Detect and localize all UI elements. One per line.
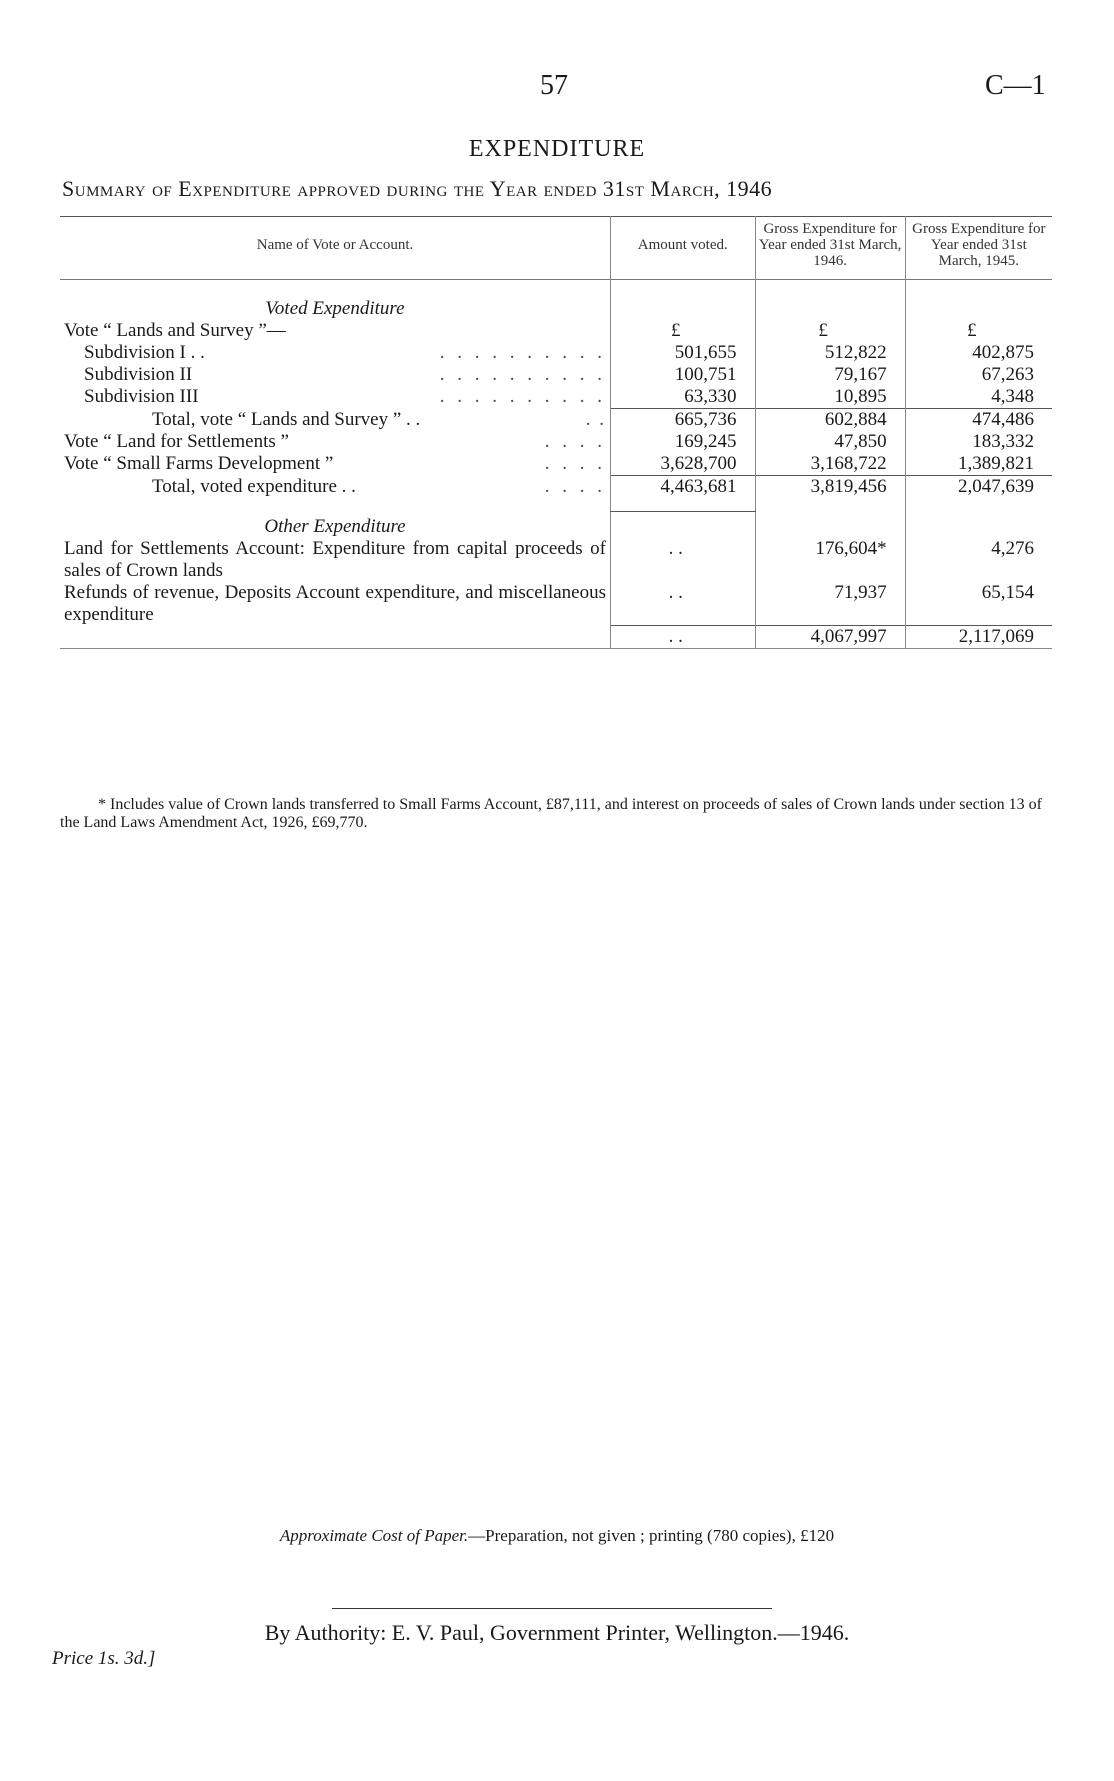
cell-gross-1945: 402,875	[905, 342, 1052, 364]
cell-gross-1945: 2,117,069	[905, 626, 1052, 649]
currency-symbol: £	[905, 320, 1052, 342]
table-row	[60, 364, 1052, 386]
row-name: Vote “ Land for Settlements ”	[64, 431, 289, 452]
row-name: Total, vote “ Lands and Survey ” . .	[152, 408, 421, 430]
price: Price 1s. 3d.]	[52, 1648, 156, 1669]
header-gross-1945: Gross Expenditure for Year ended 31st March, 1945.	[905, 217, 1052, 280]
page-title: EXPENDITURE	[468, 136, 646, 162]
authority-line: By Authority: E. V. Paul, Government Printer, Wellington.—1946.	[264, 1620, 850, 1645]
divider	[332, 1608, 772, 1609]
cost-note	[0, 1526, 1114, 1546]
cell-gross-1946: 512,822	[755, 342, 905, 364]
page-subtitle: Summary of Expenditure approved during the Year ended 31st March, 1946	[62, 176, 773, 201]
currency-symbol: £	[610, 320, 755, 342]
cell-gross-1945: 1,389,821	[905, 453, 1052, 476]
page-number: 57	[540, 70, 568, 101]
header-amount-voted: Amount voted.	[610, 217, 755, 280]
cell-gross-1945: 2,047,639	[905, 476, 1052, 512]
table-header-row	[60, 217, 1052, 280]
cell-amount: . .	[610, 582, 755, 626]
cell-gross-1945: 474,486	[905, 409, 1052, 432]
cell-gross-1945: 4,276	[905, 538, 1052, 582]
cell-amount: 501,655	[610, 342, 755, 364]
cell-amount: 3,628,700	[610, 453, 755, 476]
row-name: Refunds of revenue, Deposits Account expenditure, and miscellaneous expenditure	[64, 581, 606, 625]
cost-text: —Preparation, not given ; printing (780 copies), £120	[468, 1526, 835, 1545]
cell-gross-1946: 3,168,722	[755, 453, 905, 476]
table-row	[60, 582, 1052, 626]
cell-amount: . .	[610, 538, 755, 582]
section-row	[60, 280, 1052, 321]
table-row-total: Total, vote “ Lands and Survey ” . . . . 665,736 602,884 474,486	[60, 409, 1052, 432]
table-row-total: Total, voted expenditure . . . . . . 4,463,681 3,819,456 2,047,639	[60, 476, 1052, 512]
cell-gross-1945: 4,348	[905, 386, 1052, 409]
row-name: Land for Settlements Account: Expenditure from capital proceeds of sales of Crown lands	[64, 537, 606, 581]
cell-gross-1945: 67,263	[905, 364, 1052, 386]
table-row	[60, 538, 1052, 582]
cell-gross-1946: 602,884	[755, 409, 905, 432]
cell-gross-1945: 183,332	[905, 431, 1052, 453]
table-row-grand-total	[60, 626, 1052, 649]
row-name: Subdivision III	[84, 386, 199, 407]
cell-gross-1946: 3,819,456	[755, 476, 905, 512]
row-name: Subdivision II	[84, 364, 193, 385]
cell-amount: 63,330	[610, 386, 755, 409]
row-name: Total, voted expenditure . .	[152, 475, 356, 497]
cell-gross-1946: 47,850	[755, 431, 905, 453]
document-code: C—1	[985, 70, 1046, 101]
leader-dots: . . . . . . . . . .	[439, 364, 606, 385]
cell-gross-1946: 4,067,997	[755, 626, 905, 649]
cell-amount: 665,736	[610, 409, 755, 432]
cell-amount: 169,245	[610, 431, 755, 453]
cell-gross-1946: 10,895	[755, 386, 905, 409]
table-row	[60, 320, 1052, 342]
cell-amount: 100,751	[610, 364, 755, 386]
currency-symbol: £	[755, 320, 905, 342]
table-row: Vote “ Small Farms Development ” . . . . 3,628,700 3,168,722 1,389,821	[60, 453, 1052, 476]
header-gross-1946: Gross Expenditure for Year ended 31st March, 1946.	[755, 217, 905, 280]
cell-gross-1945: 65,154	[905, 582, 1052, 626]
header-name: Name of Vote or Account.	[256, 237, 414, 253]
table-row	[60, 386, 1052, 409]
cell-amount: . .	[610, 626, 755, 649]
cell-gross-1946: 79,167	[755, 364, 905, 386]
cell-gross-1946: 71,937	[755, 582, 905, 626]
cost-label: Approximate Cost of Paper.	[279, 1526, 469, 1545]
table-row	[60, 342, 1052, 364]
footnote: * Includes value of Crown lands transferred to Small Farms Account, £87,111, and interest on proceeds of sales of Crown lands under section 13 of the Land Laws Amendment Act, 1926, £69,770.	[60, 796, 1042, 831]
cell-amount: 4,463,681	[610, 476, 755, 512]
section-row	[60, 512, 1052, 538]
row-name: Vote “ Lands and Survey ”—	[64, 320, 286, 341]
row-name: Subdivision I . .	[84, 342, 205, 363]
section-title-other: Other Expenditure	[264, 515, 406, 537]
leader-dots: . . . . . . . . . .	[439, 342, 606, 363]
cell-gross-1946: 176,604*	[755, 538, 905, 582]
section-title-voted: Voted Expenditure	[265, 298, 405, 319]
leader-dots: . . . . . . . . . .	[439, 386, 606, 407]
row-name: Vote “ Small Farms Development ”	[64, 453, 334, 474]
table-row: Vote “ Land for Settlements ” . . . . 169,245 47,850 183,332	[60, 431, 1052, 453]
expenditure-summary-table	[60, 216, 1052, 649]
